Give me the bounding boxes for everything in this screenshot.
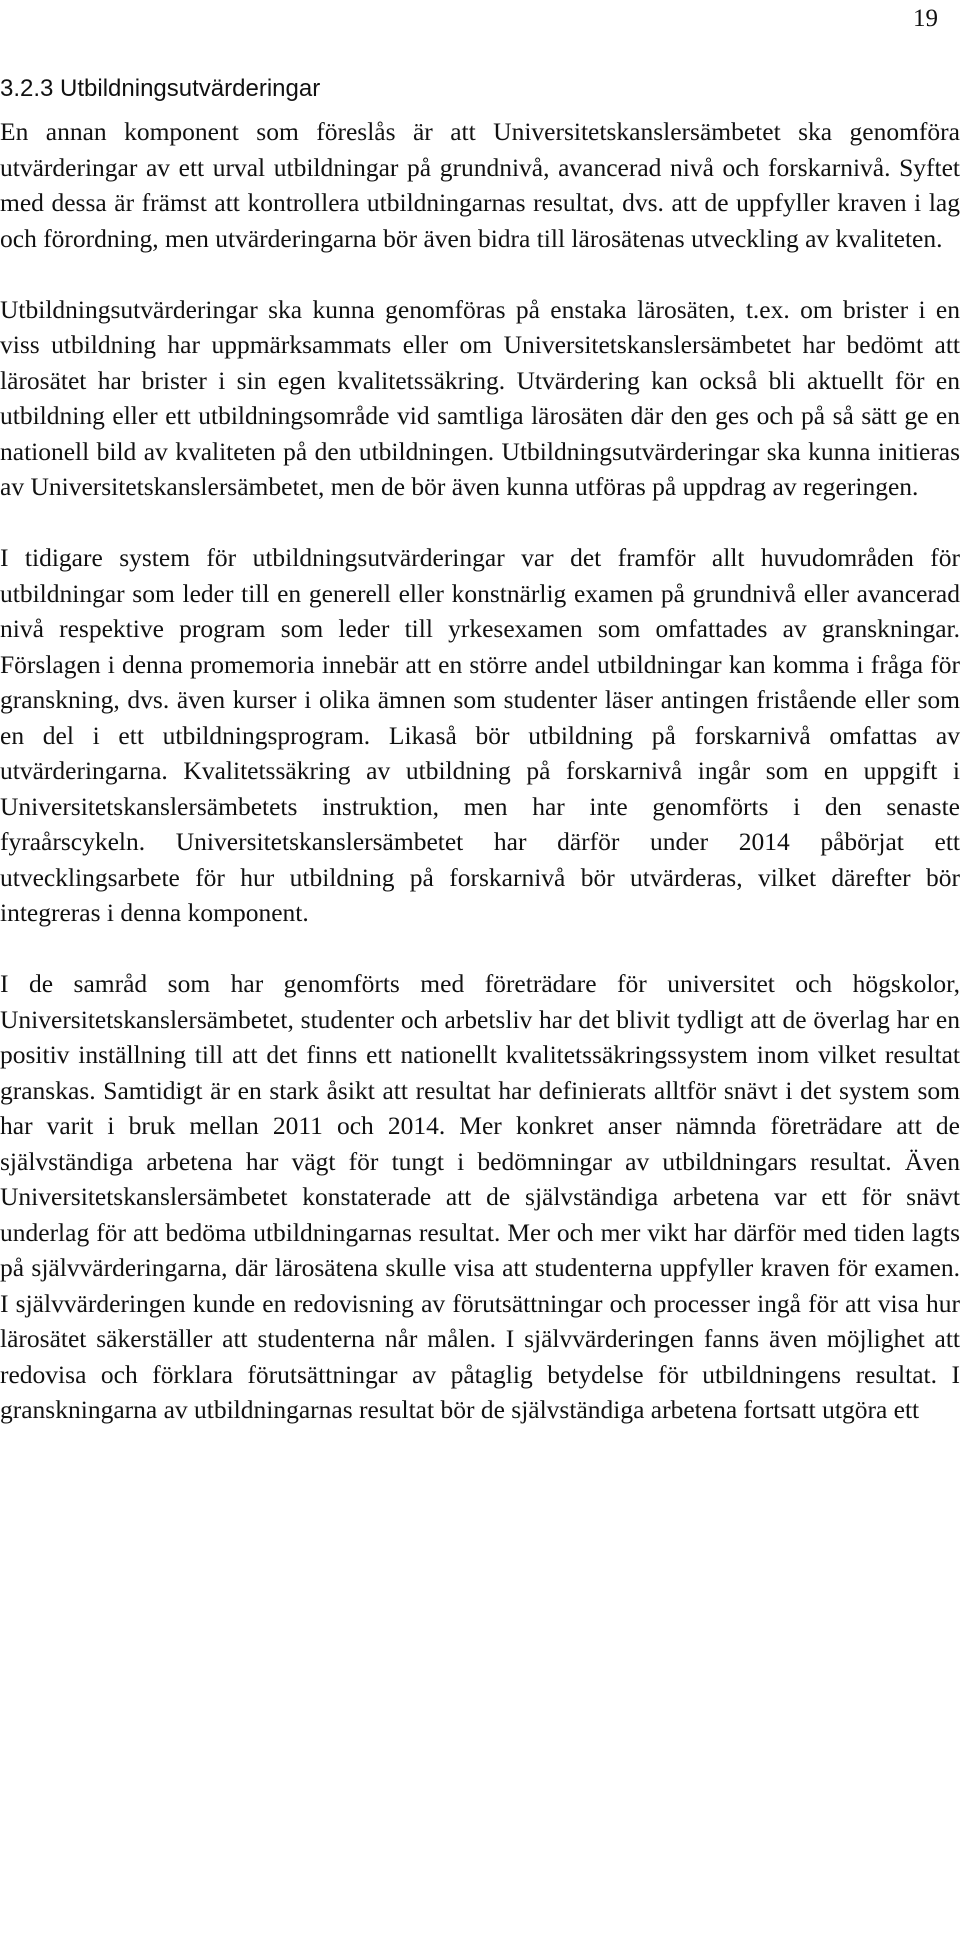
paragraph-3: I tidigare system för utbildningsutvärderingar var det framför allt huvudområden för utbildningar som leder till en generell eller konstnärlig examen på grundnivå eller avancerad nivå respektive program som leder till yrkesexamen som omfattades av granskningar. Förslagen i denna promemoria innebär att en större andel utbildningar kan komma i fråga för granskning, dvs. även kurser i olika ämnen som studenter läser antingen fristående eller som en del i ett utbildningsprogram. Likaså bör utbildning på forskarnivå omfattas av utvärderingarna. Kvalitetssäkring av utbildning på forskarnivå ingår som en uppgift i Universitetskanslersämbetets instruktion, men har inte genomförts i den senaste fyraårscykeln. Universitetskanslersämbetet har därför under 2014 påbörjat ett utvecklingsarbete för hur utbildning på forskarnivå bör utvärderas, vilket därefter bör integreras i denna komponent.: [0, 543, 960, 927]
paragraph-2: Utbildningsutvärderingar ska kunna genomföras på enstaka lärosäten, t.ex. om brister i en viss utbildning har uppmärksammats eller om Universitetskanslersämbetet har bedömt att lärosätet har brister i sin egen kvalitetssäkring. Utvärdering kan också bli aktuellt för en utbildning eller ett utbildningsområde vid samtliga lärosäten där den ges och på så sätt ge en nationell bild av kvaliteten på den utbildningen. Utbildningsutvärderingar ska kunna initieras av Universitetskanslersämbetet, men de bör även kunna utföras på uppdrag av regeringen.: [0, 294, 960, 501]
body-text: [0, 114, 960, 1428]
paragraph-1: En annan komponent som föreslås är att Universitetskanslersämbetet ska genomföra utvärderingar av ett urval utbildningar på grundnivå, avancerad nivå och forskarnivå. Syftet med dessa är främst att kontrollera utbildningarnas resultat, dvs. att de uppfyller kraven i lag och förordning, men utvärderingarna bör även bidra till lärosätenas utveckling av kvaliteten.: [0, 117, 960, 253]
section-heading: 3.2.3 Utbildningsutvärderingar: [0, 75, 321, 102]
paragraph-4: I de samråd som har genomförts med företrädare för universitet och högskolor, Universitetskanslersämbetet, studenter och arbetsliv har det blivit tydligt att de överlag har en positiv inställning till att det finns ett nationellt kvalitetssäkringssystem inom vilket resultat granskas. Samtidigt är en stark åsikt att resultat har definierats alltför snävt i det system som har varit i bruk mellan 2011 och 2014. Mer konkret anser nämnda företrädare att de självständiga arbetena har vägt för tungt i bedömningar av utbildningars resultat. Även Universitetskanslersämbetet konstaterade att de självständiga arbetena var ett för snävt underlag för att bedöma utbildningarnas resultat. Mer och mer vikt har därför med tiden lagts på självvärderingarna, där lärosätena skulle visa att studenterna uppfyller kraven för examen. I självvärderingen kunde en redovisning av förutsättningar och processer ingå för att visa hur lärosätet säkerställer att studenterna når målen. I självvärderingen fanns även möjlighet att redovisa och förklara förutsättningar av påtaglig betydelse för utbildningens resultat. I granskningarna av utbildningarnas resultat bör de självständiga arbetena fortsatt utgöra ett: [0, 969, 960, 1424]
page-number: 19: [913, 5, 938, 32]
